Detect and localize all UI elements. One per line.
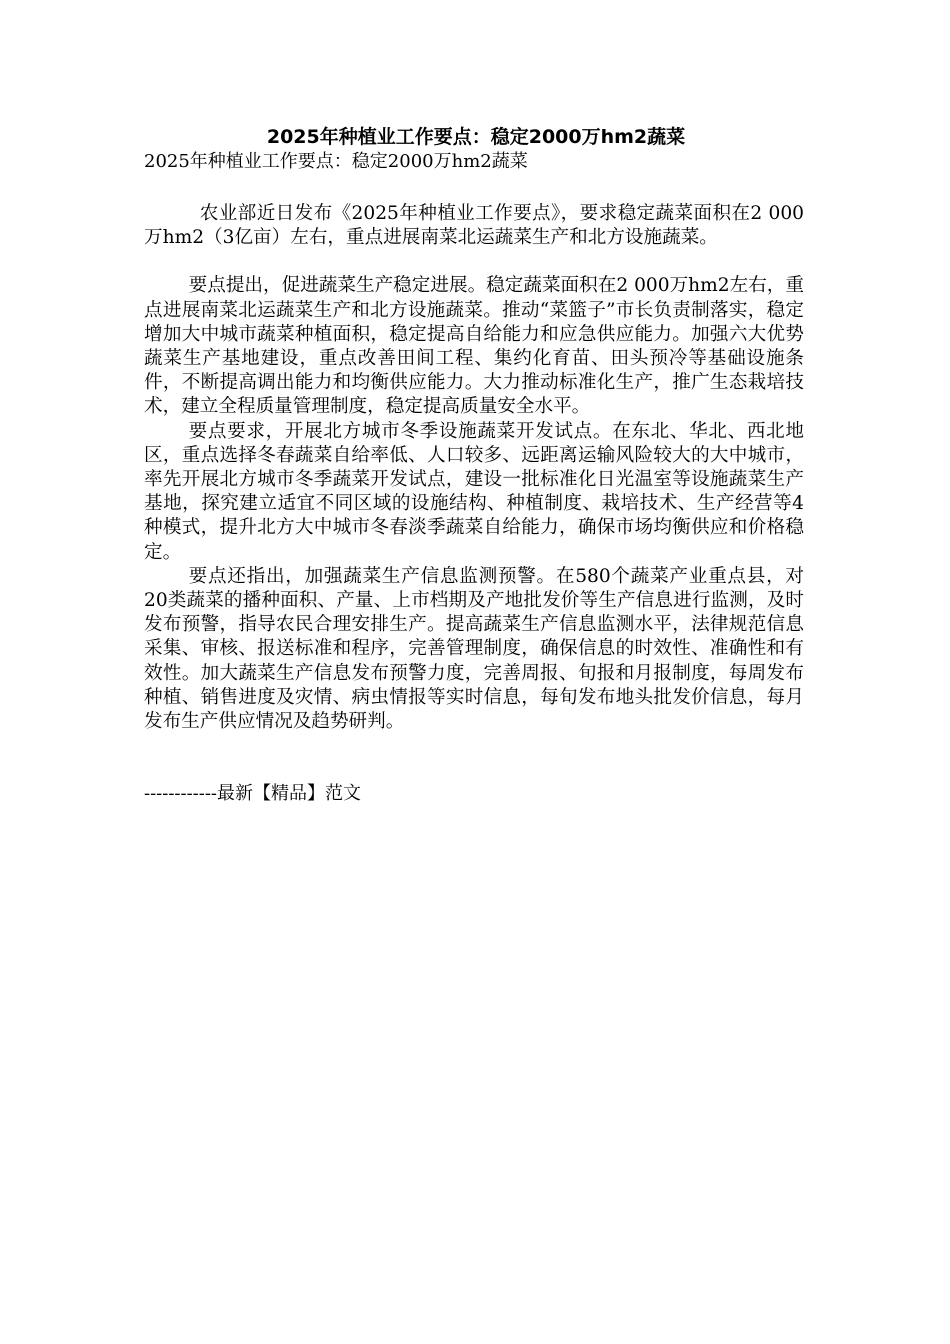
document-footer: ------------最新【精品】范文 [144, 783, 361, 805]
body-paragraph-2: 要点要求，开展北方城市冬季设施蔬菜开发试点。在东北、华北、西北地区，重点选择冬春蔬菜自给率低、人口较多、远距离运输风险较大的大中城市，率先开展北方城市冬季蔬菜开发试点，建设一批标准化日光温室等设施蔬菜生产基地，探究建立适宜不同区域的设施结构、种植制度、栽培技术、生产经营等4种模式，提升北方大中城市冬春淡季蔬菜自给能力，确保市场均衡供应和价格稳定。 [144, 420, 804, 563]
intro-paragraph: 农业部近日发布《2025年种植业工作要点》，要求稳定蔬菜面积在2 000万hm2（3亿亩）左右，重点进展南菜北运蔬菜生产和北方设施蔬菜。 [144, 203, 804, 249]
body-paragraph-1: 要点提出，促进蔬菜生产稳定进展。稳定蔬菜面积在2 000万hm2左右，重点进展南菜北运蔬菜生产和北方设施蔬菜。推动“菜篮子”市长负责制落实，稳定增加大中城市蔬菜种植面积，稳定提高自给能力和应急供应能力。加强六大优势蔬菜生产基地建设，重点改善田间工程、集约化育苗、田头预冷等基础设施条件，不断提高调出能力和均衡供应能力。大力推动标准化生产，推广生态栽培技术，建立全程质量管理制度，稳定提高质量安全水平。 [144, 275, 804, 418]
document-title: 2025年种植业工作要点：稳定2000万hm2蔬菜 [266, 126, 686, 148]
document-subtitle: 2025年种植业工作要点：稳定2000万hm2蔬菜 [144, 151, 528, 172]
body-paragraph-3: 要点还指出，加强蔬菜生产信息监测预警。在580个蔬菜产业重点县，对20类蔬菜的播种面积、产量、上市档期及产地批发价等生产信息进行监测，及时发布预警，指导农民合理安排生产。提高蔬菜生产信息监测水平，法律规范信息采集、审核、报送标准和程序，完善管理制度，确保信息的时效性、准确性和有效性。加大蔬菜生产信息发布预警力度，完善周报、旬报和月报制度，每周发布种植、销售进度及灾情、病虫情报等实时信息，每旬发布地头批发价信息，每月发布生产供应情况及趋势研判。 [144, 565, 804, 733]
document-page [144, 124, 804, 806]
